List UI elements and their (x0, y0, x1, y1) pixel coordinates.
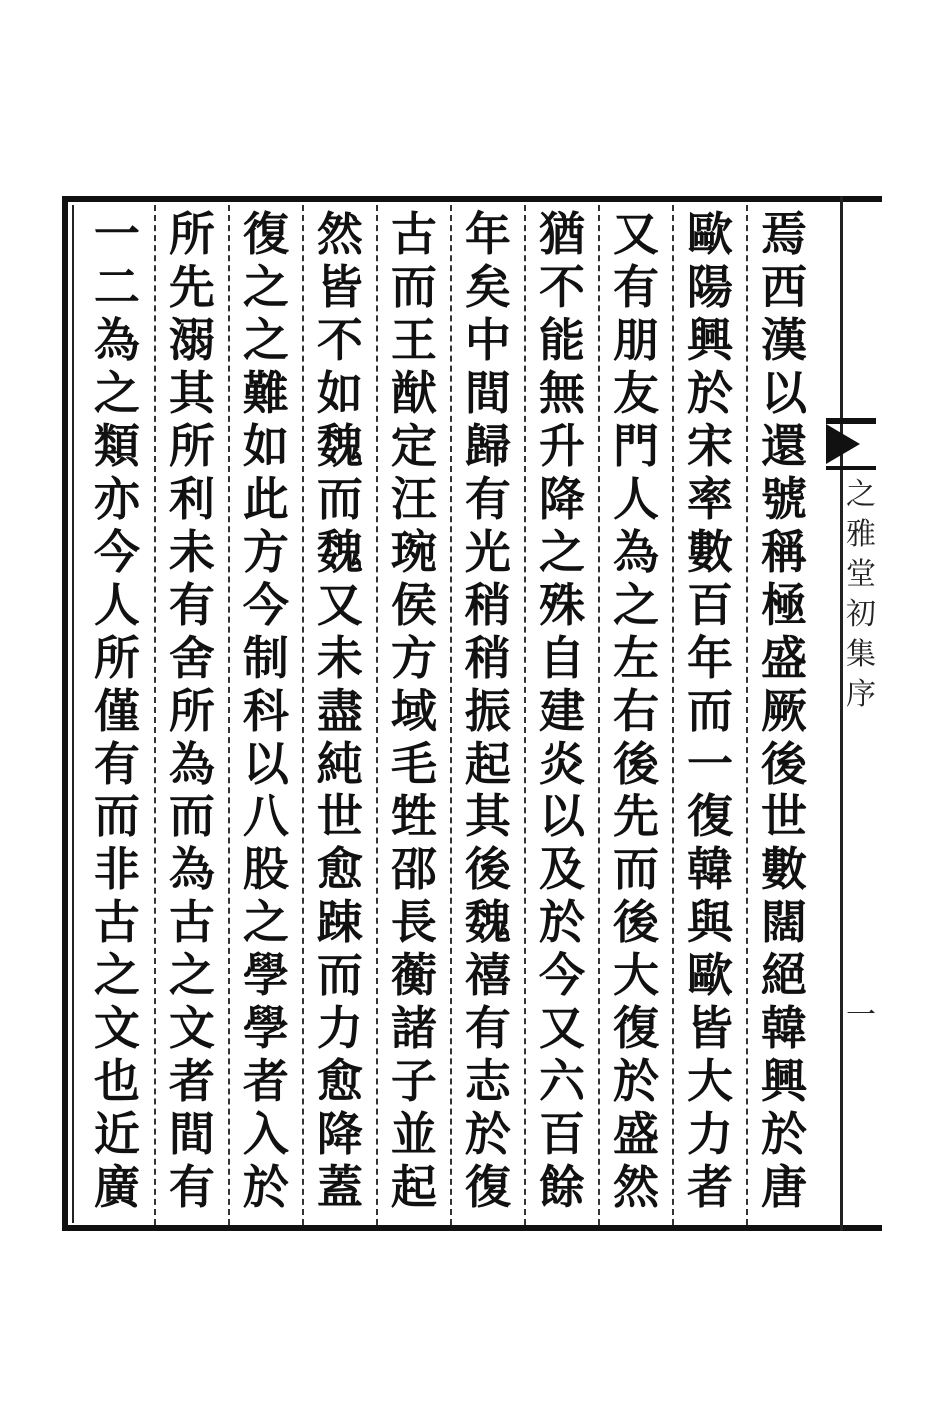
character: 而 (93, 789, 140, 844)
character: 之 (242, 312, 289, 367)
character: 所 (168, 418, 215, 473)
character: 復 (612, 1001, 659, 1056)
character: 能 (538, 312, 585, 367)
character: 為 (168, 842, 215, 897)
character: 後 (464, 842, 511, 897)
character: 古 (93, 895, 140, 950)
title-character: 堂 (846, 557, 876, 592)
frame-inner-rule (72, 205, 74, 1223)
character: 如 (316, 365, 363, 420)
character: 焉 (760, 207, 807, 261)
character: 還 (760, 418, 807, 473)
character: 而 (316, 471, 363, 526)
character: 今 (242, 577, 289, 632)
character: 於 (538, 895, 585, 950)
character: 甡 (390, 789, 437, 844)
title-character: 集 (846, 637, 876, 672)
character: 為 (93, 312, 140, 367)
character: 魏 (316, 524, 363, 579)
character: 魏 (464, 895, 511, 950)
character: 有 (464, 471, 511, 526)
character: 王 (390, 312, 437, 367)
character: 皆 (316, 259, 363, 314)
character: 絕 (760, 948, 807, 1003)
character: 六 (538, 1054, 585, 1109)
character: 學 (242, 1001, 289, 1056)
character: 未 (316, 630, 363, 685)
character: 毛 (390, 736, 437, 791)
character: 起 (464, 736, 511, 791)
character: 先 (612, 789, 659, 844)
character: 蘅 (390, 948, 437, 1003)
title-character: 之 (846, 477, 876, 512)
character: 西 (760, 259, 807, 314)
margin-top-edge (820, 196, 882, 202)
character: 又 (316, 577, 363, 632)
character: 炎 (538, 736, 585, 791)
character: 猷 (390, 365, 437, 420)
character: 右 (612, 683, 659, 738)
character: 之 (538, 524, 585, 579)
character: 者 (168, 1054, 215, 1109)
character: 之 (612, 577, 659, 632)
character: 而 (168, 789, 215, 844)
character: 今 (538, 948, 585, 1003)
text-column-4 (524, 205, 598, 1225)
character: 之 (242, 259, 289, 314)
text-column-5 (450, 205, 524, 1225)
character: 制 (242, 630, 289, 685)
character: 自 (538, 630, 585, 685)
character: 與 (686, 895, 733, 950)
character: 以 (242, 736, 289, 791)
character: 後 (612, 736, 659, 791)
character: 後 (612, 895, 659, 950)
text-column-9 (154, 205, 228, 1225)
character: 琬 (390, 524, 437, 579)
character: 廣 (93, 1160, 140, 1215)
character: 年 (464, 207, 511, 261)
character: 愈 (316, 842, 363, 897)
character: 中 (464, 312, 511, 367)
character: 然 (612, 1160, 659, 1215)
character: 殊 (538, 577, 585, 632)
character: 二 (93, 259, 140, 314)
character: 於 (760, 1107, 807, 1162)
character: 稍 (464, 630, 511, 685)
character: 有 (168, 577, 215, 632)
character: 魏 (316, 418, 363, 473)
character: 於 (612, 1054, 659, 1109)
character: 世 (760, 789, 807, 844)
fish-tail-bottom-bar (826, 466, 876, 470)
character: 大 (686, 1054, 733, 1109)
character: 唐 (760, 1160, 807, 1215)
character: 一 (93, 207, 140, 261)
character: 方 (390, 630, 437, 685)
character: 不 (316, 312, 363, 367)
character: 升 (538, 418, 585, 473)
character: 禧 (464, 948, 511, 1003)
character: 復 (464, 1160, 511, 1215)
character: 古 (168, 895, 215, 950)
character: 皆 (686, 1001, 733, 1056)
character: 有 (93, 736, 140, 791)
character: 號 (760, 471, 807, 526)
character: 厥 (760, 683, 807, 738)
character: 漢 (760, 312, 807, 367)
character: 其 (168, 365, 215, 420)
character: 人 (612, 471, 659, 526)
character: 於 (686, 365, 733, 420)
title-character: 雅 (846, 517, 876, 552)
character: 歐 (686, 207, 733, 261)
character: 邵 (390, 842, 437, 897)
character: 無 (538, 365, 585, 420)
character: 今 (93, 524, 140, 579)
character: 門 (612, 418, 659, 473)
character: 不 (538, 259, 585, 314)
character: 又 (538, 1001, 585, 1056)
character: 歸 (464, 418, 511, 473)
character: 難 (242, 365, 289, 420)
margin-bottom-edge (820, 1225, 882, 1231)
character: 長 (390, 895, 437, 950)
character: 舍 (168, 630, 215, 685)
character: 興 (686, 312, 733, 367)
character: 友 (612, 365, 659, 420)
title-character: 序 (846, 677, 876, 712)
character: 僅 (93, 683, 140, 738)
character: 間 (168, 1107, 215, 1162)
text-column-8 (228, 205, 302, 1225)
character: 率 (686, 471, 733, 526)
character: 科 (242, 683, 289, 738)
character: 復 (242, 207, 289, 261)
character: 建 (538, 683, 585, 738)
character: 闊 (760, 895, 807, 950)
text-column-6 (376, 205, 450, 1225)
character: 稍 (464, 577, 511, 632)
character: 左 (612, 630, 659, 685)
character: 振 (464, 683, 511, 738)
character: 陽 (686, 259, 733, 314)
character: 股 (242, 842, 289, 897)
character: 猶 (538, 207, 585, 261)
character: 光 (464, 524, 511, 579)
character: 為 (612, 524, 659, 579)
character: 後 (760, 736, 807, 791)
character: 利 (168, 471, 215, 526)
character: 而 (390, 259, 437, 314)
character: 一 (686, 736, 733, 791)
character: 類 (93, 418, 140, 473)
character: 未 (168, 524, 215, 579)
character: 學 (242, 948, 289, 1003)
character: 盛 (760, 630, 807, 685)
character: 起 (390, 1160, 437, 1215)
character: 所 (168, 683, 215, 738)
character: 定 (390, 418, 437, 473)
character: 近 (93, 1107, 140, 1162)
character: 也 (93, 1054, 140, 1109)
character: 之 (93, 948, 140, 1003)
character: 盡 (316, 683, 363, 738)
character: 所 (93, 630, 140, 685)
character: 韓 (686, 842, 733, 897)
character: 於 (242, 1160, 289, 1215)
character: 以 (760, 365, 807, 420)
character: 餘 (538, 1160, 585, 1215)
character: 人 (93, 577, 140, 632)
character: 於 (464, 1107, 511, 1162)
character: 興 (760, 1054, 807, 1109)
character: 古 (390, 207, 437, 261)
fish-tail-mark-icon (826, 424, 860, 464)
character: 有 (464, 1001, 511, 1056)
character: 然 (316, 207, 363, 261)
character: 宋 (686, 418, 733, 473)
text-column-3 (598, 205, 672, 1225)
character: 如 (242, 418, 289, 473)
character: 亦 (93, 471, 140, 526)
character: 力 (686, 1107, 733, 1162)
character: 世 (316, 789, 363, 844)
character: 矣 (464, 259, 511, 314)
character: 韓 (760, 1001, 807, 1056)
character: 志 (464, 1054, 511, 1109)
character: 其 (464, 789, 511, 844)
title-character: 初 (846, 597, 876, 632)
character: 者 (686, 1160, 733, 1215)
character: 溺 (168, 312, 215, 367)
character: 而 (686, 683, 733, 738)
character: 復 (686, 789, 733, 844)
character: 域 (390, 683, 437, 738)
character: 又 (612, 207, 659, 261)
text-column-10 (80, 205, 154, 1225)
center-margin-title (846, 478, 876, 718)
character: 及 (538, 842, 585, 897)
character: 大 (612, 948, 659, 1003)
character: 者 (242, 1054, 289, 1109)
character: 子 (390, 1054, 437, 1109)
character: 而 (612, 842, 659, 897)
character: 踈 (316, 895, 363, 950)
character: 極 (760, 577, 807, 632)
character: 歐 (686, 948, 733, 1003)
character: 侯 (390, 577, 437, 632)
text-column-1 (746, 205, 820, 1225)
character: 之 (242, 895, 289, 950)
character: 百 (538, 1107, 585, 1162)
character: 八 (242, 789, 289, 844)
character: 數 (760, 842, 807, 897)
character: 先 (168, 259, 215, 314)
margin-rule (840, 196, 843, 1231)
character: 文 (168, 1001, 215, 1056)
character: 間 (464, 365, 511, 420)
character: 入 (242, 1107, 289, 1162)
character: 蓋 (316, 1160, 363, 1215)
character: 之 (168, 948, 215, 1003)
character: 非 (93, 842, 140, 897)
character: 所 (168, 207, 215, 261)
character: 為 (168, 736, 215, 791)
text-column-2 (672, 205, 746, 1225)
folio-number: 一 (846, 998, 876, 1033)
character: 盛 (612, 1107, 659, 1162)
character: 之 (93, 365, 140, 420)
text-columns (80, 205, 820, 1225)
character: 降 (538, 471, 585, 526)
character: 以 (538, 789, 585, 844)
character: 方 (242, 524, 289, 579)
character: 並 (390, 1107, 437, 1162)
character: 百 (686, 577, 733, 632)
character: 力 (316, 1001, 363, 1056)
text-column-7 (302, 205, 376, 1225)
character: 而 (316, 948, 363, 1003)
character: 文 (93, 1001, 140, 1056)
character: 有 (168, 1160, 215, 1215)
character: 諸 (390, 1001, 437, 1056)
character: 純 (316, 736, 363, 791)
character: 數 (686, 524, 733, 579)
character: 有 (612, 259, 659, 314)
character: 愈 (316, 1054, 363, 1109)
character: 年 (686, 630, 733, 685)
character: 稱 (760, 524, 807, 579)
character: 朋 (612, 312, 659, 367)
character: 汪 (390, 471, 437, 526)
character: 此 (242, 471, 289, 526)
character: 降 (316, 1107, 363, 1162)
